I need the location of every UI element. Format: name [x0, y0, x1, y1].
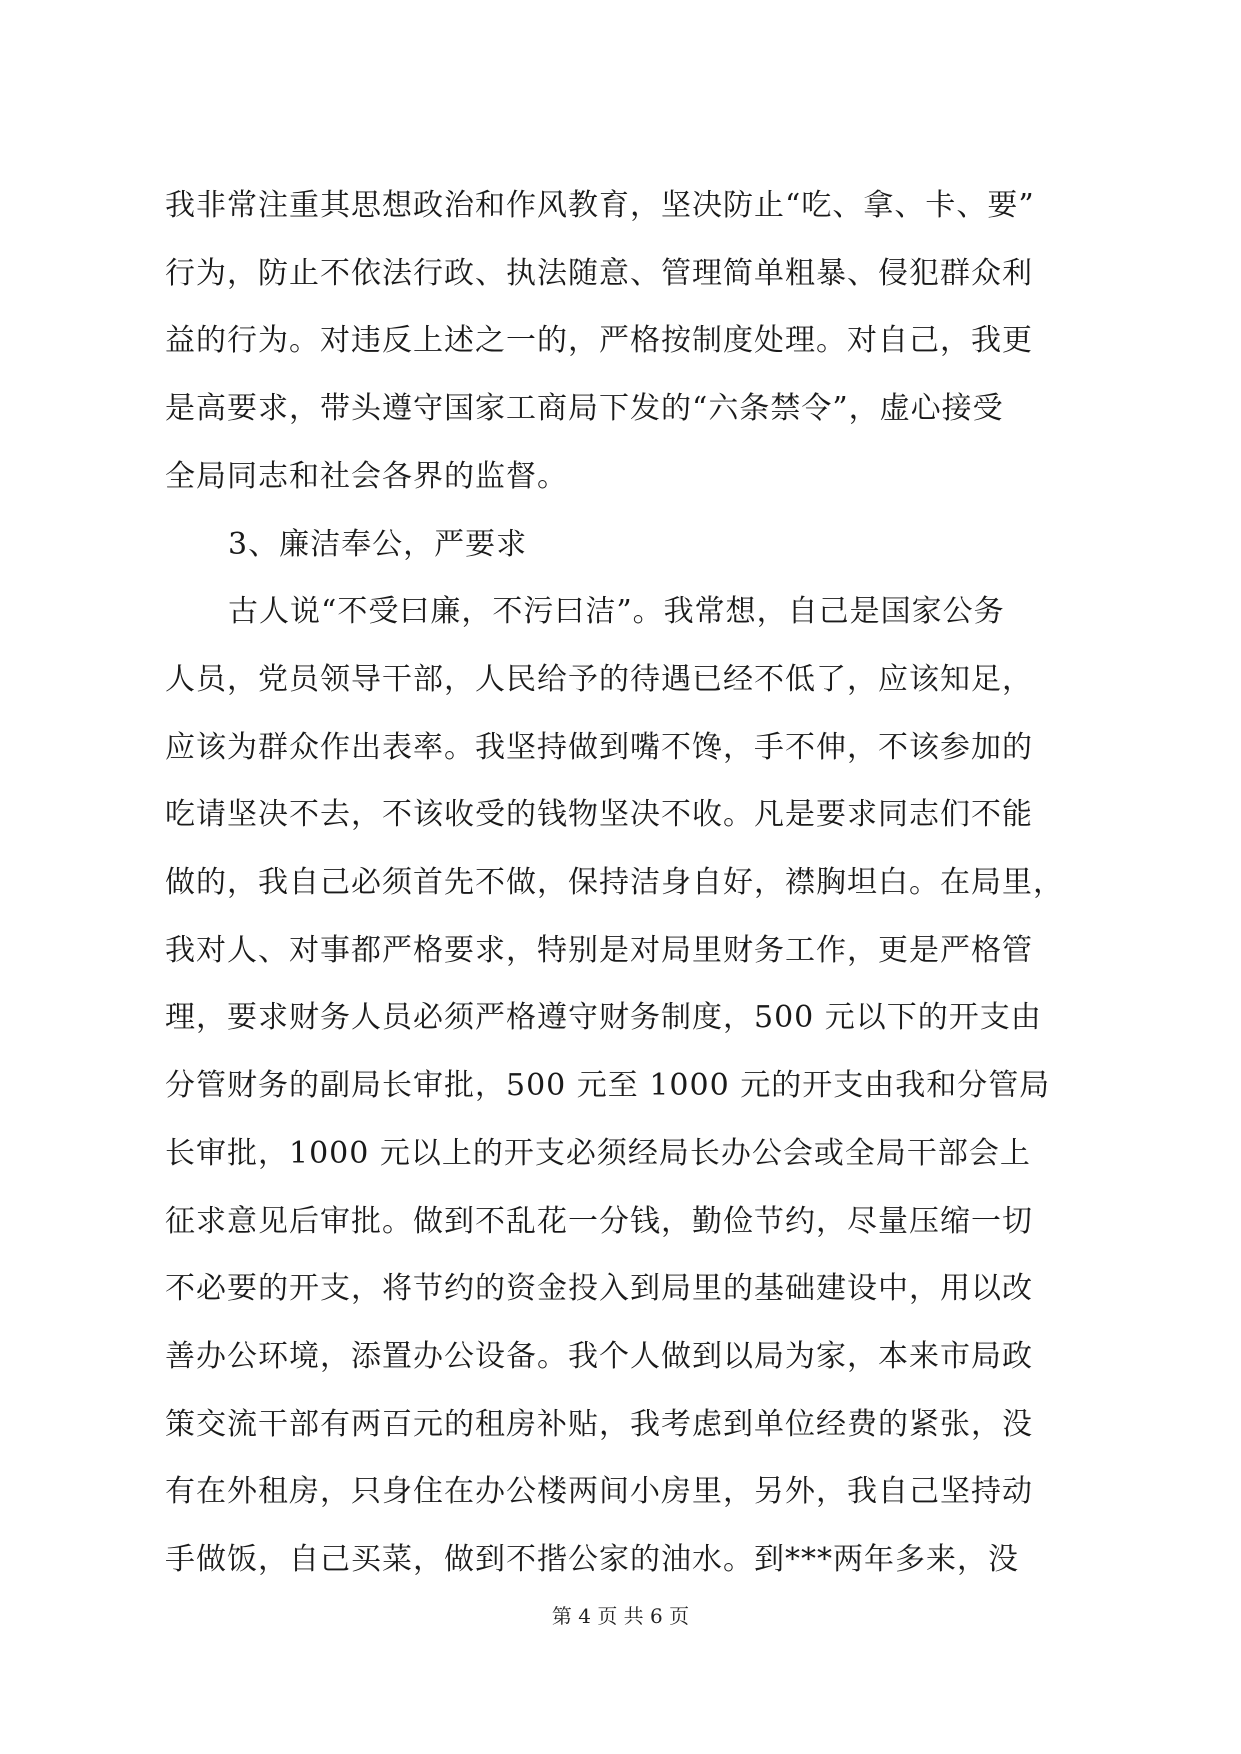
- body-line: 应该为群众作出表率。我坚持做到嘴不馋，手不伸，不该参加的: [165, 730, 1033, 765]
- body-line: 征求意见后审批。做到不乱花一分钱，勤俭节约，尽量压缩一切: [165, 1204, 1033, 1239]
- body-line: 长审批，1000 元以上的开支必须经局长办公会或全局干部会上: [165, 1136, 1031, 1171]
- body-line: 分管财务的副局长审批，500 元至 1000 元的开支由我和分管局: [165, 1068, 1051, 1103]
- body-line: 我对人、对事都严格要求，特别是对局里财务工作，更是严格管: [165, 933, 1033, 968]
- body-line: 益的行为。对违反上述之一的，严格按制度处理。对自己，我更: [165, 323, 1033, 358]
- body-line: 是高要求，带头遵守国家工商局下发的“六条禁令”，虚心接受: [165, 391, 1004, 426]
- body-line: 不必要的开支，将节约的资金投入到局里的基础建设中，用以改: [165, 1271, 1033, 1306]
- body-line: 人员，党员领导干部，人民给予的待遇已经不低了，应该知足，: [165, 662, 1033, 697]
- section-heading: 3、廉洁奉公，严要求: [228, 527, 528, 562]
- body-line: 行为，防止不依法行政、执法随意、管理简单粗暴、侵犯群众利: [165, 256, 1033, 291]
- body-line: 有在外租房，只身住在办公楼两间小房里，另外，我自己坚持动: [165, 1474, 1033, 1509]
- body-line: 理，要求财务人员必须严格遵守财务制度，500 元以下的开支由: [165, 1000, 1042, 1035]
- body-line: 吃请坚决不去，不该收受的钱物坚决不收。凡是要求同志们不能: [165, 797, 1033, 832]
- body-line: 策交流干部有两百元的租房补贴，我考虑到单位经费的紧张，没: [165, 1407, 1033, 1442]
- body-line: 做的，我自己必须首先不做，保持洁身自好，襟胸坦白。在局里，: [165, 865, 1064, 900]
- body-line: 善办公环境，添置办公设备。我个人做到以局为家，本来市局政: [165, 1339, 1033, 1374]
- body-line: 我非常注重其思想政治和作风教育，坚决防止“吃、拿、卡、要”: [165, 188, 1035, 223]
- body-line: 全局同志和社会各界的监督。: [165, 459, 568, 494]
- page-footer: [0, 1602, 1241, 1630]
- body-line: 手做饭，自己买菜，做到不揩公家的油水。到***两年多来，没: [165, 1542, 1019, 1577]
- page-number-label: 第 4 页 共 6 页: [551, 1604, 690, 1628]
- paragraph-first-line: 古人说“不受曰廉，不污曰洁”。我常想，自己是国家公务: [228, 594, 1005, 629]
